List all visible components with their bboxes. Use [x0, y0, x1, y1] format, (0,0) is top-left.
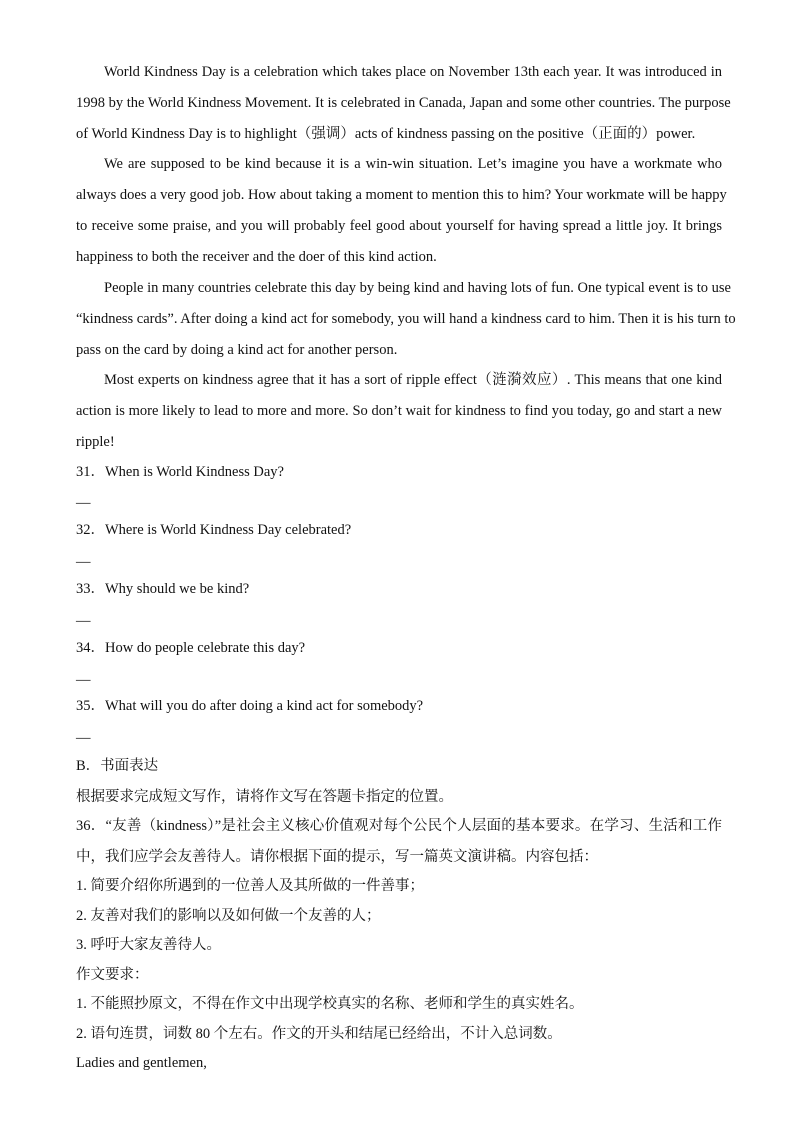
answer-blank-32[interactable]: —: [76, 554, 91, 570]
passage-line: People in many countries celebrate this day by being kind and having lots of fun. One typical event is to use: [104, 280, 731, 296]
writing-prompt-line: 中，我们应学会友善待人。请你根据下面的提示，写一篇英文演讲稿。内容包括：: [76, 849, 598, 865]
essay-opening: Ladies and gentlemen,: [76, 1055, 207, 1071]
passage-line: We are supposed to be kind because it is a win-win situation. Let’s imagine you have a workmate who: [104, 156, 722, 172]
answer-blank-35[interactable]: —: [76, 730, 91, 746]
question-31: 31．When is World Kindness Day?: [76, 464, 284, 480]
requirement-2: 2. 语句连贯，词数 80 个左右。作文的开头和结尾已经给出，不计入总词数。: [76, 1026, 562, 1042]
passage-line: of World Kindness Day is to highlight（强调）acts of kindness passing on the positive（正面的）power.: [76, 126, 696, 142]
passage-line: action is more likely to lead to more and more. So don’t wait for kindness to find you today, go and start a new: [76, 403, 722, 419]
requirements-title: 作文要求：: [76, 967, 149, 983]
writing-instruction: 根据要求完成短文写作，请将作文写在答题卡指定的位置。: [76, 789, 453, 805]
passage-line: happiness to both the receiver and the doer of this kind action.: [76, 249, 437, 265]
section-title: B．书面表达: [76, 758, 159, 774]
writing-prompt-line: 36．“友善（kindness）”是社会主义核心价值观对每个公民个人层面的基本要求。在学习、生活和工作: [76, 818, 722, 834]
requirement-1: 1. 不能照抄原文，不得在作文中出现学校真实的名称、老师和学生的真实姓名。: [76, 996, 584, 1012]
passage-line: ripple!: [76, 434, 115, 450]
question-33: 33．Why should we be kind?: [76, 581, 250, 597]
answer-blank-33[interactable]: —: [76, 613, 91, 629]
passage-line: always does a very good job. How about taking a moment to mention this to him? Your workmate will be happy: [76, 187, 727, 203]
passage-line: “kindness cards”. After doing a kind act for somebody, you will hand a kindness card to him. Then it is his turn to: [76, 311, 736, 327]
question-34: 34．How do people celebrate this day?: [76, 640, 306, 656]
question-32: 32．Where is World Kindness Day celebrated?: [76, 522, 352, 538]
passage-line: pass on the card by doing a kind act for another person.: [76, 342, 398, 358]
passage-line: to receive some praise, and you will probably feel good about yourself for having spread a little joy. It brings: [76, 218, 722, 234]
passage-line: Most experts on kindness agree that it has a sort of ripple effect（涟漪效应）. This means that one kind: [104, 372, 722, 388]
passage-line: World Kindness Day is a celebration which takes place on November 13th each year. It was introduced in: [104, 64, 722, 80]
answer-blank-34[interactable]: —: [76, 672, 91, 688]
question-35: 35．What will you do after doing a kind act for somebody?: [76, 698, 424, 714]
writing-point-3: 3. 呼吁大家友善待人。: [76, 937, 221, 953]
writing-point-2: 2. 友善对我们的影响以及如何做一个友善的人；: [76, 908, 381, 924]
answer-blank-31[interactable]: —: [76, 495, 91, 511]
passage-line: 1998 by the World Kindness Movement. It is celebrated in Canada, Japan and some other countries. The purpose: [76, 95, 731, 111]
writing-point-1: 1. 简要介绍你所遇到的一位善人及其所做的一件善事；: [76, 878, 424, 894]
